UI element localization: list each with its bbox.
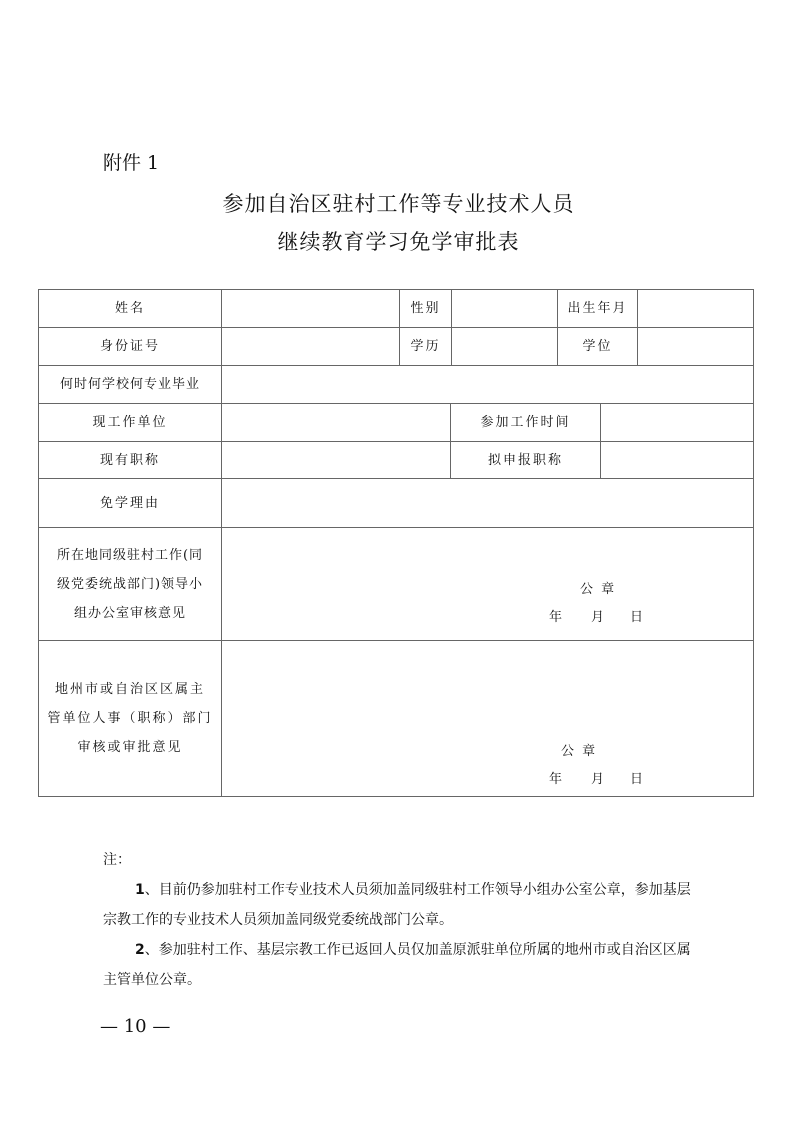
label-birth: 出生年月 bbox=[567, 301, 628, 316]
note-2-number: 2 bbox=[135, 942, 145, 958]
label-name: 姓名 bbox=[114, 301, 145, 316]
form-title-line1: 参加自治区驻村工作等专业技术人员 bbox=[222, 192, 575, 216]
notes-section bbox=[103, 845, 703, 995]
note-item-1 bbox=[103, 875, 703, 935]
label-applied-title: 拟申报职称 bbox=[487, 452, 563, 468]
hr-review-seal-label: 公 章 bbox=[561, 744, 598, 759]
label-work-unit: 现工作单位 bbox=[92, 415, 168, 430]
note-item-2 bbox=[103, 935, 703, 995]
field-exemption-reason[interactable] bbox=[222, 479, 753, 527]
note-1-text: 、目前仍参加驻村工作专业技术人员须加盖同级驻村工作领导小组办公室公章，参加基层宗教工作的专业技术人员须加盖同级党委统战部门公章。 bbox=[103, 882, 691, 928]
field-gender[interactable] bbox=[452, 290, 557, 327]
local-review-year: 年 bbox=[549, 610, 563, 625]
field-applied-title[interactable] bbox=[601, 442, 753, 478]
field-graduation[interactable] bbox=[222, 366, 753, 403]
label-work-start: 参加工作时间 bbox=[480, 415, 571, 430]
hr-review-month: 月 bbox=[591, 772, 605, 787]
field-work-start[interactable] bbox=[601, 404, 753, 441]
label-hr-review-line2: 管单位人事（职称）部门 bbox=[47, 711, 213, 726]
label-hr-review-line3: 审核或审批意见 bbox=[77, 740, 183, 755]
note-1-number: 1 bbox=[135, 882, 145, 898]
label-gender: 性别 bbox=[410, 301, 441, 316]
field-hr-review[interactable] bbox=[222, 641, 753, 796]
label-id-number: 身份证号 bbox=[99, 339, 160, 354]
field-current-title[interactable] bbox=[222, 442, 450, 478]
label-local-review-line1: 所在地同级驻村工作(同 bbox=[56, 547, 204, 563]
local-review-seal-label: 公 章 bbox=[580, 582, 617, 597]
hr-review-year: 年 bbox=[549, 772, 563, 787]
label-education: 学历 bbox=[410, 339, 441, 354]
field-id-number[interactable] bbox=[222, 328, 399, 365]
notes-heading: 注： bbox=[103, 852, 131, 868]
label-local-review bbox=[39, 528, 221, 640]
label-hr-review-line1: 地州市或自治区区属主 bbox=[54, 682, 205, 697]
local-review-day: 日 bbox=[630, 610, 644, 625]
field-work-unit[interactable] bbox=[222, 404, 450, 441]
field-name[interactable] bbox=[222, 290, 399, 327]
label-local-review-line2: 级党委统战部门)领导小 bbox=[56, 576, 204, 592]
hr-review-day: 日 bbox=[630, 772, 644, 787]
label-degree: 学位 bbox=[582, 339, 613, 354]
label-hr-review bbox=[39, 641, 221, 796]
field-birth[interactable] bbox=[638, 290, 753, 327]
table-border-right bbox=[753, 289, 754, 797]
form-title-line2: 继续教育学习免学审批表 bbox=[277, 230, 520, 254]
page-number: — 10 — bbox=[100, 1016, 171, 1037]
local-review-month: 月 bbox=[591, 610, 605, 625]
label-exemption-reason: 免学理由 bbox=[99, 495, 160, 511]
field-education[interactable] bbox=[452, 328, 557, 365]
label-graduation: 何时何学校何专业毕业 bbox=[59, 377, 200, 392]
field-local-review[interactable] bbox=[222, 528, 753, 640]
label-current-title: 现有职称 bbox=[99, 452, 160, 468]
table-border-bottom bbox=[38, 796, 754, 797]
label-local-review-line3: 组办公室审核意见 bbox=[73, 605, 186, 621]
field-degree[interactable] bbox=[638, 328, 753, 365]
note-2-text: 、参加驻村工作、基层宗教工作已返回人员仅加盖原派驻单位所属的地州市或自治区区属主管单位公章。 bbox=[103, 942, 691, 988]
attachment-label: 附件 1 bbox=[103, 152, 160, 174]
